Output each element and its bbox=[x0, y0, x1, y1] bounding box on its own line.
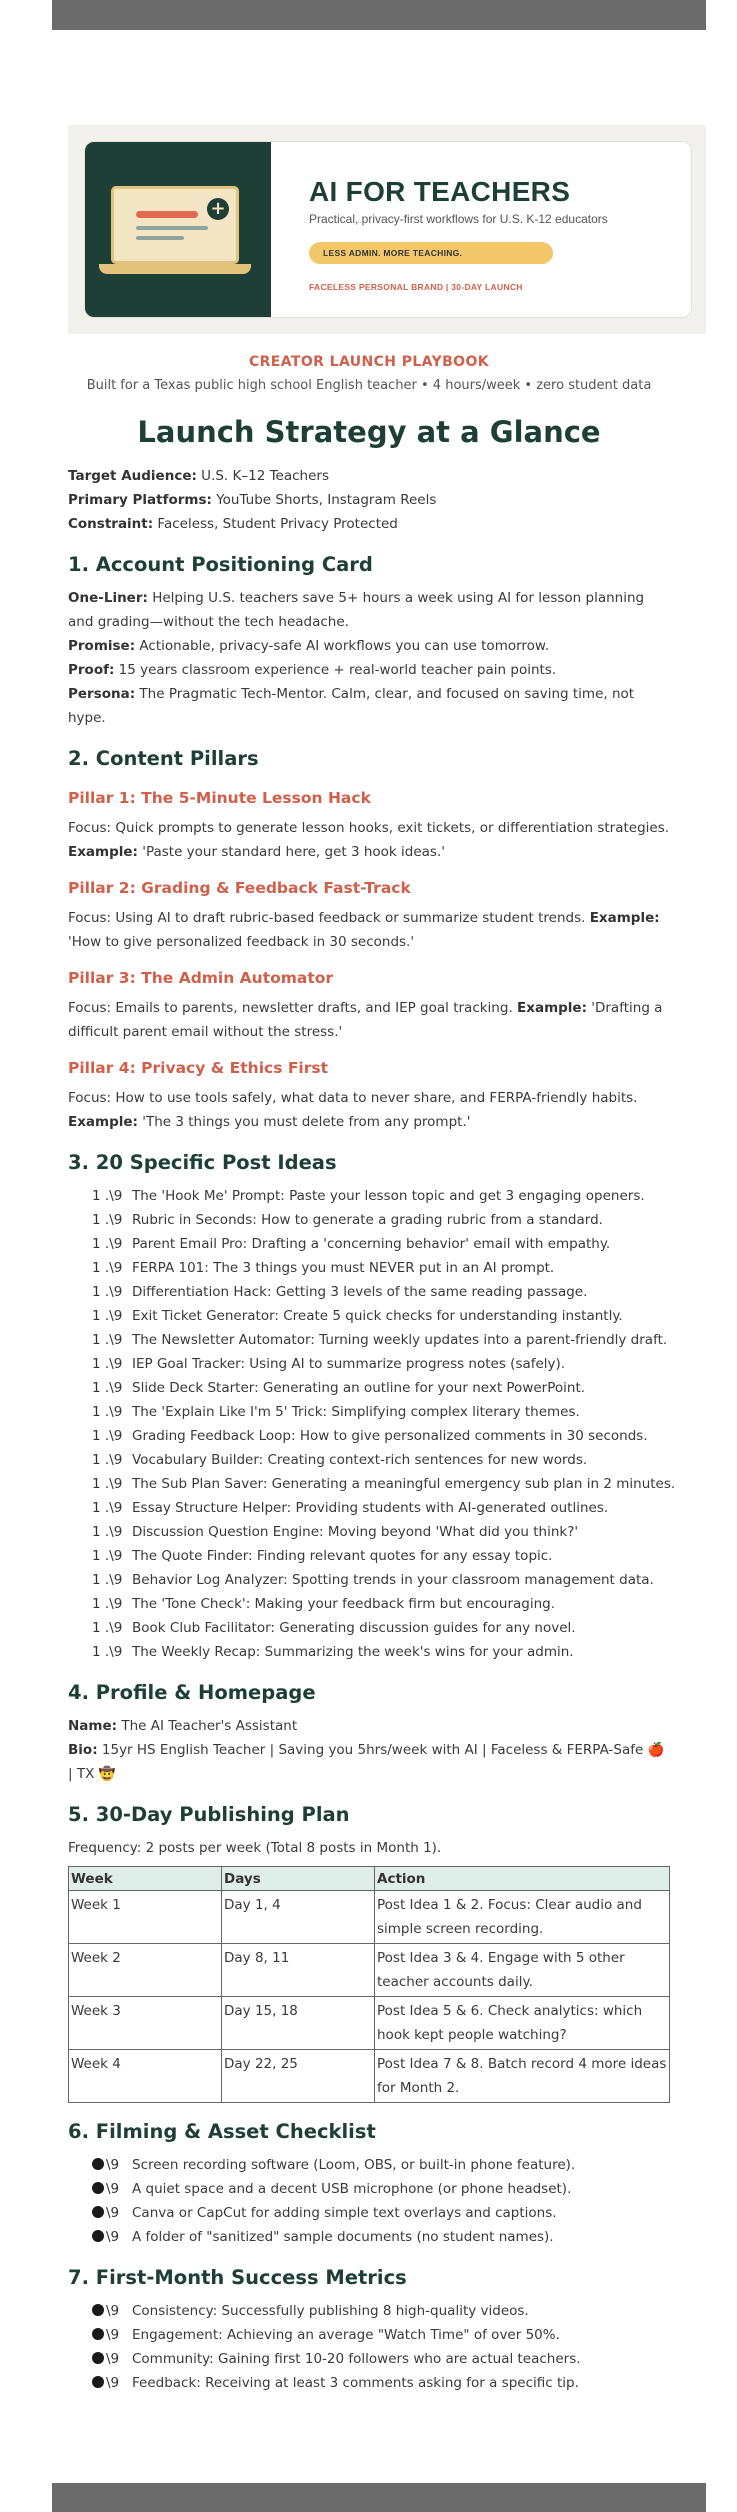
overview-line bbox=[68, 464, 670, 488]
list-item bbox=[68, 1376, 670, 1400]
overview-line bbox=[68, 512, 670, 536]
table-cell: Week 2 bbox=[69, 1944, 222, 1997]
bullet-marker bbox=[92, 2201, 119, 2225]
table-cell: Day 1, 4 bbox=[222, 1891, 375, 1944]
positioning-value: 15 years classroom experience + real-world teacher pain points. bbox=[114, 662, 557, 678]
pillar-focus-text: Focus: Emails to parents, newsletter drafts, and IEP goal tracking. bbox=[68, 1000, 513, 1016]
bullet-marker bbox=[92, 2323, 119, 2347]
list-item-text: FERPA 101: The 3 things you must NEVER put in an AI prompt. bbox=[132, 1260, 555, 1276]
positioning-line bbox=[68, 634, 670, 658]
table-header: Days bbox=[222, 1867, 375, 1891]
table-cell: Post Idea 5 & 6. Check analytics: which hook kept people watching? bbox=[375, 1997, 670, 2050]
metrics-list bbox=[68, 2299, 670, 2395]
section-heading: 3. 20 Specific Post Ideas bbox=[68, 1151, 337, 1174]
list-item-text: Rubric in Seconds: How to generate a grading rubric from a standard. bbox=[132, 1212, 603, 1228]
bullet-icon bbox=[92, 2376, 104, 2388]
bullet-marker bbox=[92, 2225, 119, 2249]
list-item-text: Essay Structure Helper: Providing students with AI-generated outlines. bbox=[132, 1500, 609, 1516]
list-marker: 1 .\9 bbox=[92, 1332, 123, 1348]
pillar-title: Pillar 2: Grading & Feedback Fast-Track bbox=[68, 879, 411, 897]
list-item-text: Discussion Question Engine: Moving beyond 'What did you think?' bbox=[132, 1524, 579, 1540]
list-marker: 1 .\9 bbox=[92, 1476, 123, 1492]
table-row bbox=[69, 2050, 670, 2103]
bottom-bar bbox=[52, 2483, 706, 2512]
overview bbox=[68, 464, 670, 536]
hero-card bbox=[84, 141, 692, 318]
bullet-marker bbox=[92, 2371, 119, 2395]
bullet-marker bbox=[92, 2299, 119, 2323]
table-cell: Week 3 bbox=[69, 1997, 222, 2050]
pillar-focus bbox=[68, 906, 670, 954]
bullet-icon bbox=[92, 2182, 104, 2194]
table-row bbox=[69, 1997, 670, 2050]
kicker: CREATOR LAUNCH PLAYBOOK bbox=[248, 354, 490, 370]
list-item bbox=[68, 1616, 670, 1640]
plan-frequency: Frequency: 2 posts per week (Total 8 posts in Month 1). bbox=[68, 1840, 442, 1856]
bullet-marker-text: \9 bbox=[106, 2375, 120, 2391]
list-item-text: The Newsletter Automator: Turning weekly updates into a parent-friendly draft. bbox=[132, 1332, 668, 1348]
list-marker: 1 .\9 bbox=[92, 1524, 123, 1540]
list-item bbox=[68, 1352, 670, 1376]
list-item-text: The 'Tone Check': Making your feedback firm but encouraging. bbox=[132, 1596, 556, 1612]
table-cell: Day 8, 11 bbox=[222, 1944, 375, 1997]
list-marker: 1 .\9 bbox=[92, 1452, 123, 1468]
list-marker: 1 .\9 bbox=[92, 1620, 123, 1636]
table-cell: Week 1 bbox=[69, 1891, 222, 1944]
checklist bbox=[68, 2153, 670, 2249]
list-item-text: The Sub Plan Saver: Generating a meaningful emergency sub plan in 2 minutes. bbox=[132, 1476, 676, 1492]
list-marker: 1 .\9 bbox=[92, 1188, 123, 1204]
bullet-marker-text: \9 bbox=[106, 2303, 120, 2319]
list-item bbox=[68, 1304, 670, 1328]
hero-title: AI FOR TEACHERS bbox=[309, 176, 571, 207]
laptop-icon bbox=[111, 186, 239, 264]
profile-bio-line bbox=[68, 1738, 670, 1786]
overview-label: Target Audience: bbox=[68, 468, 197, 484]
positioning-value: The Pragmatic Tech-Mentor. Calm, clear, and focused on saving time, not hype. bbox=[68, 686, 635, 726]
list-marker: 1 .\9 bbox=[92, 1644, 123, 1660]
list-marker: 1 .\9 bbox=[92, 1260, 123, 1276]
list-item-text: The Quote Finder: Finding relevant quotes for any essay topic. bbox=[132, 1548, 553, 1564]
hero-subtitle: Practical, privacy-first workflows for U.S. K-12 educators bbox=[309, 212, 608, 226]
list-marker: 1 .\9 bbox=[92, 1356, 123, 1372]
pillar-example-text: 'Paste your standard here, get 3 hook ideas.' bbox=[137, 844, 445, 860]
list-item bbox=[68, 1184, 670, 1208]
list-item-text: A quiet space and a decent USB microphone (or phone headset). bbox=[132, 2181, 572, 2197]
pillar-example-text: 'The 3 things you must delete from any prompt.' bbox=[137, 1114, 471, 1130]
laptop-base bbox=[99, 264, 251, 274]
pillar-example-label: Example: bbox=[517, 1000, 587, 1016]
list-item bbox=[68, 1592, 670, 1616]
section-heading: 7. First-Month Success Metrics bbox=[68, 2266, 407, 2289]
list-item-text: Community: Gaining first 10-20 followers who are actual teachers. bbox=[132, 2351, 581, 2367]
list-item bbox=[68, 2299, 670, 2323]
positioning-label: Promise: bbox=[68, 638, 136, 654]
list-marker: 1 .\9 bbox=[92, 1548, 123, 1564]
list-item-text: A folder of "sanitized" sample documents (no student names). bbox=[132, 2229, 554, 2245]
list-item-text: Book Club Facilitator: Generating discussion guides for any novel. bbox=[132, 1620, 576, 1636]
list-item bbox=[68, 1496, 670, 1520]
section-heading: 4. Profile & Homepage bbox=[68, 1681, 316, 1704]
overview-value: Faceless, Student Privacy Protected bbox=[153, 516, 398, 532]
page-title: Launch Strategy at a Glance bbox=[137, 415, 601, 449]
list-marker: 1 .\9 bbox=[92, 1380, 123, 1396]
list-item-text: Screen recording software (Loom, OBS, or built-in phone feature). bbox=[132, 2157, 576, 2173]
positioning-label: Proof: bbox=[68, 662, 115, 678]
overview-label: Primary Platforms: bbox=[68, 492, 212, 508]
table-cell: Week 4 bbox=[69, 2050, 222, 2103]
top-bar bbox=[52, 0, 706, 30]
pillar-example-label: Example: bbox=[68, 844, 138, 860]
list-item bbox=[68, 1640, 670, 1664]
list-item bbox=[68, 1232, 670, 1256]
list-marker: 1 .\9 bbox=[92, 1428, 123, 1444]
pillars bbox=[68, 786, 670, 1134]
list-item bbox=[68, 1208, 670, 1232]
bullet-marker bbox=[92, 2177, 119, 2201]
positioning-card bbox=[68, 586, 670, 730]
section-heading: 2. Content Pillars bbox=[68, 747, 259, 770]
hero-pill: LESS ADMIN. MORE TEACHING. bbox=[309, 242, 553, 264]
list-marker: 1 .\9 bbox=[92, 1500, 123, 1516]
list-marker: 1 .\9 bbox=[92, 1212, 123, 1228]
overview-label: Constraint: bbox=[68, 516, 154, 532]
list-item bbox=[68, 2323, 670, 2347]
list-item-text: IEP Goal Tracker: Using AI to summarize progress notes (safely). bbox=[132, 1356, 566, 1372]
pillar-focus bbox=[68, 996, 670, 1044]
bullet-icon bbox=[92, 2206, 104, 2218]
bullet-marker-text: \9 bbox=[106, 2181, 120, 2197]
plus-icon: + bbox=[207, 198, 229, 220]
bullet-icon bbox=[92, 2304, 104, 2316]
pillar-example-label: Example: bbox=[68, 1114, 138, 1130]
list-item-text: Engagement: Achieving an average "Watch Time" of over 50%. bbox=[132, 2327, 560, 2343]
pillar-focus bbox=[68, 1086, 670, 1134]
overview-value: YouTube Shorts, Instagram Reels bbox=[211, 492, 437, 508]
laptop-line bbox=[136, 211, 198, 218]
bullet-icon bbox=[92, 2328, 104, 2340]
positioning-line bbox=[68, 682, 670, 730]
list-item bbox=[68, 1400, 670, 1424]
profile-name-label: Name: bbox=[68, 1718, 118, 1734]
laptop-line bbox=[136, 236, 184, 240]
list-item-text: The 'Hook Me' Prompt: Paste your lesson topic and get 3 engaging openers. bbox=[132, 1188, 645, 1204]
list-item-text: The Weekly Recap: Summarizing the week's wins for your admin. bbox=[132, 1644, 574, 1660]
positioning-line bbox=[68, 658, 670, 682]
positioning-line bbox=[68, 586, 670, 634]
section-heading: 5. 30-Day Publishing Plan bbox=[68, 1803, 350, 1826]
pillar-example-text: 'Drafting a difficult parent email without the stress.' bbox=[68, 1000, 663, 1040]
list-item bbox=[68, 2153, 670, 2177]
bullet-icon bbox=[92, 2230, 104, 2242]
table-row bbox=[69, 1944, 670, 1997]
positioning-label: Persona: bbox=[68, 686, 136, 702]
bullet-icon bbox=[92, 2158, 104, 2170]
list-item-text: Behavior Log Analyzer: Spotting trends in your classroom management data. bbox=[132, 1572, 654, 1588]
list-item bbox=[68, 1544, 670, 1568]
table-row bbox=[69, 1891, 670, 1944]
list-item-text: Feedback: Receiving at least 3 comments asking for a specific tip. bbox=[132, 2375, 579, 2391]
list-item bbox=[68, 1328, 670, 1352]
pillar-focus bbox=[68, 816, 670, 864]
list-item-text: Differentiation Hack: Getting 3 levels of the same reading passage. bbox=[132, 1284, 588, 1300]
profile-bio-label: Bio: bbox=[68, 1742, 98, 1758]
list-marker: 1 .\9 bbox=[92, 1236, 123, 1252]
table-cell: Day 15, 18 bbox=[222, 1997, 375, 2050]
document-body bbox=[68, 352, 676, 2395]
publishing-plan-table bbox=[68, 1866, 670, 2103]
list-marker: 1 .\9 bbox=[92, 1284, 123, 1300]
list-item bbox=[68, 1280, 670, 1304]
list-marker: 1 .\9 bbox=[92, 1308, 123, 1324]
list-item bbox=[68, 1256, 670, 1280]
bullet-marker bbox=[92, 2347, 119, 2371]
hero-illustration-panel bbox=[85, 142, 271, 317]
byline: Built for a Texas public high school English teacher • 4 hours/week • zero student data bbox=[86, 378, 652, 393]
table-header: Action bbox=[375, 1867, 670, 1891]
list-item bbox=[68, 2347, 670, 2371]
profile-bio: 15yr HS English Teacher | Saving you 5hrs/week with AI | Faceless & FERPA-Safe 🍎 | TX 🤠 bbox=[68, 1742, 665, 1782]
list-item-text: Slide Deck Starter: Generating an outline for your next PowerPoint. bbox=[132, 1380, 586, 1396]
pillar-focus-text: Focus: Using AI to draft rubric-based feedback or summarize student trends. bbox=[68, 910, 586, 926]
profile-name: The AI Teacher's Assistant bbox=[117, 1718, 298, 1734]
table-header-row bbox=[69, 1867, 670, 1891]
pillar-title: Pillar 1: The 5-Minute Lesson Hack bbox=[68, 789, 371, 807]
bullet-marker-text: \9 bbox=[106, 2205, 120, 2221]
table-cell: Day 22, 25 bbox=[222, 2050, 375, 2103]
list-item bbox=[68, 1520, 670, 1544]
bullet-marker-text: \9 bbox=[106, 2327, 120, 2343]
pillar-focus-text: Focus: Quick prompts to generate lesson hooks, exit tickets, or differentiation strategies. bbox=[68, 820, 670, 836]
profile bbox=[68, 1714, 670, 1786]
bullet-marker-text: \9 bbox=[106, 2157, 120, 2173]
bullet-marker bbox=[92, 2153, 119, 2177]
section-heading: 1. Account Positioning Card bbox=[68, 553, 373, 576]
pillar-title: Pillar 4: Privacy & Ethics First bbox=[68, 1059, 328, 1077]
overview-value: U.S. K–12 Teachers bbox=[196, 468, 329, 484]
list-item-text: Exit Ticket Generator: Create 5 quick checks for understanding instantly. bbox=[132, 1308, 623, 1324]
profile-name-line bbox=[68, 1714, 670, 1738]
hero-tags: FACELESS PERSONAL BRAND | 30-DAY LAUNCH bbox=[309, 282, 523, 292]
table-cell: Post Idea 3 & 4. Engage with 5 other teacher accounts daily. bbox=[375, 1944, 670, 1997]
pillar-example-label: Example: bbox=[589, 910, 660, 926]
table-cell: Post Idea 1 & 2. Focus: Clear audio and simple screen recording. bbox=[375, 1891, 670, 1944]
list-item-text: Grading Feedback Loop: How to give personalized comments in 30 seconds. bbox=[132, 1428, 648, 1444]
list-item bbox=[68, 1448, 670, 1472]
pillar-title: Pillar 3: The Admin Automator bbox=[68, 969, 334, 987]
list-item bbox=[68, 2225, 670, 2249]
laptop-line bbox=[136, 226, 208, 230]
pillar-focus-text: Focus: How to use tools safely, what data to never share, and FERPA-friendly habits. bbox=[68, 1090, 638, 1106]
section-heading: 6. Filming & Asset Checklist bbox=[68, 2120, 376, 2143]
list-item-text: Canva or CapCut for adding simple text overlays and captions. bbox=[132, 2205, 557, 2221]
hero-banner bbox=[68, 125, 706, 334]
table-header: Week bbox=[69, 1867, 222, 1891]
list-item-text: Vocabulary Builder: Creating context-rich sentences for new words. bbox=[132, 1452, 588, 1468]
list-marker: 1 .\9 bbox=[92, 1404, 123, 1420]
bullet-marker-text: \9 bbox=[106, 2229, 120, 2245]
positioning-value: Helping U.S. teachers save 5+ hours a week using AI for lesson planning and grading—without the tech headache. bbox=[68, 590, 645, 630]
list-item bbox=[68, 1472, 676, 1496]
post-ideas-list bbox=[68, 1184, 676, 1664]
list-item-text: The 'Explain Like I'm 5' Trick: Simplifying complex literary themes. bbox=[132, 1404, 580, 1420]
bullet-icon bbox=[92, 2352, 104, 2364]
list-item bbox=[68, 1424, 670, 1448]
pillar-example-text: 'How to give personalized feedback in 30 seconds.' bbox=[68, 934, 415, 950]
list-item bbox=[68, 1568, 670, 1592]
list-marker: 1 .\9 bbox=[92, 1572, 123, 1588]
list-marker: 1 .\9 bbox=[92, 1596, 123, 1612]
table-cell: Post Idea 7 & 8. Batch record 4 more ideas for Month 2. bbox=[375, 2050, 670, 2103]
overview-line bbox=[68, 488, 670, 512]
bullet-marker-text: \9 bbox=[106, 2351, 120, 2367]
list-item-text: Consistency: Successfully publishing 8 high-quality videos. bbox=[132, 2303, 529, 2319]
list-item-text: Parent Email Pro: Drafting a 'concerning behavior' email with empathy. bbox=[132, 1236, 611, 1252]
list-item bbox=[68, 2201, 670, 2225]
list-item bbox=[68, 2177, 670, 2201]
positioning-label: One-Liner: bbox=[68, 590, 148, 606]
positioning-value: Actionable, privacy-safe AI workflows you can use tomorrow. bbox=[135, 638, 550, 654]
list-item bbox=[68, 2371, 670, 2395]
